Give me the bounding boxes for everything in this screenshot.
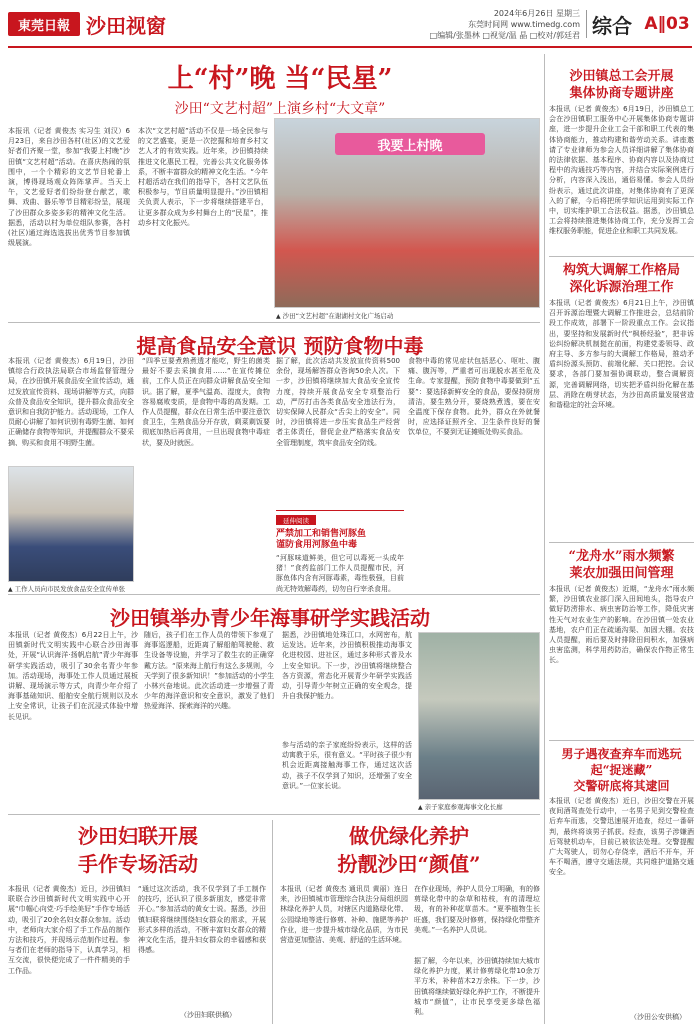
article2-photo [8, 466, 134, 582]
masthead-separator [586, 10, 587, 38]
article1-subtitle: 沙田“文艺村超”上演乡村“大文章” [174, 101, 386, 117]
right-divider-2 [549, 542, 694, 543]
article4-source: （沙田妇联供稿） [180, 1011, 236, 1019]
masthead-rule [8, 46, 692, 48]
article5-col3: 据了解，今年以来，沙田镇持续加大城市绿化养护力度，累计修剪绿化带10余万平方米，补种苗木2万余株。下一步，沙田镇将继续做好绿化养护工作，不断提升城市“颜值”，让市民享受更多绿色福利。 [414, 957, 540, 1017]
sidebar-tag: 延伸阅读 [276, 515, 316, 525]
right-story4-text: 本报讯（记者 黄俊杰）近日，沙田交警在开展夜间酒驾查处行动中，一名男子见到交警检查后弃车而逃，交警迅速展开追查，经过一番研判，最终将该男子抓获。经查，该男子涉嫌酒后驾驶机动车，目前已被依法处理。交警提醒广大驾驶人，切勿心存侥幸，酒后不开车，开车不喝酒，遵守交通法规，共同维护道路交通安全。 [549, 797, 694, 877]
newspaper-logo: 東莞日報 [8, 12, 80, 36]
issue-website: 东莞时间网 www.timedg.com [468, 20, 580, 29]
right-story4-source: （沙田公安供稿） [630, 1013, 686, 1021]
right-story4-title: 男子遇夜查弃车而逃玩起“捉迷藏” 交警研底将其逮回 [561, 747, 682, 793]
article3-col2: 随后，孩子们在工作人员的带领下参观了海事巡逻船，近距离了解船舶驾驶舱、救生设备等设施，并学习了救生衣的正确穿戴方法。“原来海上航行有这么多规则，今天学到了很多新知识！”参加活动的小学生小林兴奋地说。此次活动进一步增强了青少年的海洋意识和安全意识，激发了他们热爱海洋、探索海洋的兴趣。 [144, 631, 274, 711]
stage-banner: 我要上村晚 [335, 133, 485, 155]
article3-photo [418, 632, 540, 800]
article3-title: 沙田镇举办青少年海事研学实践活动 [110, 606, 430, 630]
article5-col1: 本报讯（记者 黄俊杰 通讯员 黄丽）连日来，沙田镇城市管理综合执法分局组织园林绿化养护人员，对辖区内道路绿化带、公园绿地等进行修剪、补种、施肥等养护作业，进一步提升城市绿化品质，为市民营造更加整洁、美观、舒适的生活环境。 [280, 885, 408, 945]
article2-sidebar [276, 510, 404, 593]
right-story1-text: 本报讯（记者 黄俊杰）6月19日，沙田镇总工会在沙田镇职工服务中心开展集体协商专题讲座，进一步提升企业工会干部和职工代表的集体协商能力，推动构建和谐劳动关系。讲座邀请了专业律师为参会人员详细讲解了集体协商的法律依据、基本程序、协商内容以及协商过程中的沟通技巧等内容，并结合实际案例进行分析，内容深入浅出，通俗易懂。参会人员纷纷表示，通过此次讲座，对集体协商有了更深入的了解，今后将把所学知识运用到实际工作中，切实维护职工合法权益。据悉，沙田镇总工会将持续推进集体协商工作，充分发挥工会维权服务职能，促进企业和职工共同发展。 [549, 105, 694, 236]
article3-col1: 本报讯（记者 黄俊杰）6月22日上午，沙田镇新时代文明实践中心联合沙田海事处，开展“认识海洋·扬帆启航”青少年海事研学实践活动，吸引了30余名青少年参加。活动现场，海事处工作人员通过展板讲解、现场演示等方式，向青少年介绍了海事基础知识、船舶安全航行规则以及水上安全常识，让孩子们在沉浸式体验中增长见识。 [8, 631, 138, 721]
article1-photo [274, 118, 540, 308]
right-story1-title: 沙田镇总工会开展 集体协商专题讲座 [569, 69, 674, 101]
article1-col1: 本报讯（记者 黄俊杰 实习生 刘汉）6月23日，来自沙田各村(社区)的文艺爱好者们齐聚一堂，参加“我要上村晚”沙田镇“文艺村超”活动。在喜庆热闹的氛围中，一个个精彩的文艺节目轮番上演，博得现场观众阵阵掌声。当天上午，文艺爱好者们纷纷登台献艺，歌舞、戏曲、器乐等节目精彩纷呈，展现了沙田群众多姿多彩的精神文化生活。据悉，活动以村为单位组队参赛，各村(社区)通过海选选拔出优秀节目参加镇级展演。 [8, 127, 130, 248]
article2-col3: 据了解，此次活动共发放宣传资料500余份，现场解答群众咨询50余人次。下一步，沙田镇将继续加大食品安全宣传力度，持续开展食品安全专项整治行动，严厉打击各类食品安全违法行为，切实保障人民群众“舌尖上的安全”。同时，沙田镇将进一步压实食品生产经营者主体责任，督促企业严格落实食品安全管理制度，筑牢食品安全防线。 [276, 357, 400, 447]
article3-photo-caption: ▲ 亲子家庭参观海事文化长廊 [418, 802, 540, 811]
page-category: 综合 [592, 14, 632, 38]
sidebar-text: “河豚味道鲜美，但它可以毒死一头成年猪！”食药监部门工作人员提醒市民，河豚鱼体内含有河豚毒素，毒性极强，目前尚无特效解毒药，切勿自行宰杀食用。 [276, 554, 404, 593]
issue-info [420, 8, 580, 41]
article2-col1: 本报讯（记者 黄俊杰）6月19日，沙田镇综合行政执法局联合市场监督管理分局，在沙田镇开展食品安全宣传活动，通过发放宣传资料、现场讲解等方式，向群众普及食品安全知识，提升群众食品安全意识和自我防护能力。活动现场，工作人员耐心讲解了如何识别有毒野生菌、如何正确储存食物等知识，并提醒群众不要采摘、购买和食用不明野生菌。 [8, 357, 134, 447]
right-story2-text: 本报讯（记者 黄俊杰）6月21日上午，沙田镇召开诉源治理暨大调解工作推进会，总结前阶段工作成效，部署下一阶段重点工作。会议指出，要坚持和发展新时代“枫桥经验”，把非诉讼纠纷解决机制挺在前面，构建党委领导、政府主导、多方参与的大调解工作格局，推动矛盾纠纷源头预防、前端化解、关口把控。会议要求，各部门要加强协调联动，整合调解资源，完善调解网络，切实把矛盾纠纷化解在基层、消除在萌芽状态，为沙田高质量发展营造和谐稳定的社会环境。 [549, 299, 694, 410]
article1-title: 上“村”晚 当“民星” [167, 64, 393, 94]
right-story3-title: “龙舟水”雨水频繁 莱农加强田间管理 [568, 549, 675, 581]
article5-title: 做优绿化养护 扮靓沙田“颜值” [337, 824, 481, 876]
article1-col2: 本次“文艺村超”活动不仅是一场全民参与的文艺盛宴，更是一次挖掘和培育乡村文艺人才的有效实践。近年来，沙田镇持续推进文化惠民工程，完善公共文化服务体系，不断丰富群众的精神文化生活。“今年村超活动在我们的指导下，各村文艺队伍积极参与，节目质量明显提升。”沙田镇相关负责人表示，下一步将继续搭建平台，让更多群众成为乡村舞台上的“民星”，推动乡村文化振兴。 [138, 127, 268, 227]
article2-col2: “四季豆要煮熟煮透才能吃，野生的菌类最好不要去采摘食用……”在宣传摊位前，工作人员正在向群众讲解食品安全知识。据了解，夏季气温高、湿度大，食物容易腐败变质，是食物中毒的高发期。工作人员提醒，群众在日常生活中要注意饮食卫生，生熟食品分开存放，剩菜剩饭要彻底加热后再食用，一旦出现食物中毒症状，要及时就医。 [142, 357, 270, 447]
right-story3-text: 本报讯（记者 黄俊杰）近期，“龙舟水”雨水频繁，沙田镇农业部门深入田间地头，指导农户做好防涝排水、病虫害防治等工作，降低灾害性天气对农业生产的影响。在沙田镇一处农业基地，农户们正在疏通沟渠、加固大棚。农技人员提醒，雨后要及时排除田间积水，加强病虫害监测，科学用药防治，确保农作物正常生长。 [549, 585, 694, 665]
divider-article3 [8, 814, 540, 815]
divider-article1 [8, 322, 540, 323]
issue-date: 2024年6月26日 星期三 [493, 9, 580, 18]
divider-article2 [8, 594, 540, 595]
article3-col4: 参与活动的亲子家庭纷纷表示，这样的活动寓教于乐，很有意义。“平时孩子很少有机会近距离接触海事工作，通过这次活动，孩子不仅学到了知识，还增强了安全意识。”一位家长说。 [282, 741, 412, 790]
right-column-divider [544, 54, 545, 1024]
right-divider-3 [549, 740, 694, 741]
section-title: 沙田视窗 [86, 14, 166, 38]
sidebar-title: 严禁加工和销售河豚鱼 谨防食用河豚鱼中毒 [276, 529, 367, 550]
article2-title: 提高食品安全意识 预防食物中毒 [136, 334, 424, 358]
article2-photo-caption: ▲ 工作人员向市民发放食品安全宣传单张 [8, 584, 188, 593]
article4-col1: 本报讯（记者 黄俊杰）近日，沙田镇妇联联合沙田镇新时代文明实践中心开展“巾帼心向党·巧手绘美好”手作专场活动，吸引了20余名妇女群众参加。活动中，老师向大家介绍了手工作品的制作方法和技巧，并现场示范制作过程。参与者们在老师的指导下，认真学习，相互交流，很快便完成了一件件精美的手工作品。 [8, 885, 130, 975]
issue-editors: □编辑/张墨林 □视觉/温 晶 □校对/郭廷君 [429, 31, 580, 40]
right-story2-title: 构筑大调解工作格局 深化诉源治理工作 [562, 263, 680, 295]
divider-article4 [272, 820, 273, 1024]
page-number: A‖03 [644, 14, 690, 34]
right-divider-1 [549, 256, 694, 257]
article5-col2: 在作业现场，养护人员分工明确，有的修剪绿化带中的杂草和枯枝，有的清理垃圾，有的补种花草苗木。“夏季植物生长旺盛，我们要及时修剪，保持绿化带整齐美观。”一名养护人员说。 [414, 885, 540, 934]
article1-photo-caption: ▲ 沙田“文艺村超”在谢湖村文化广场启动 [276, 311, 542, 320]
article4-col2: “通过这次活动，我不仅学到了手工制作的技巧，还认识了很多新朋友，感觉非常开心。”参加活动的黄女士说。据悉，沙田镇妇联将继续围绕妇女群众的需求，开展形式多样的活动，不断丰富妇女群众的精神文化生活，提升妇女群众的幸福感和获得感。 [138, 885, 266, 955]
article2-col4: 食物中毒的常见症状包括恶心、呕吐、腹痛、腹泻等，严重者可出现脱水甚至危及生命。专家提醒，预防食物中毒要做到“五要”：要选择新鲜安全的食品，要保持厨房清洁，要生熟分开，要烧熟煮透，要在安全温度下保存食物。此外，群众在外就餐时，应选择证照齐全、卫生条件良好的餐饮单位，不要到无证摊贩处购买食品。 [408, 357, 540, 437]
masthead [0, 0, 700, 48]
article4-title: 沙田妇联开展 手作专场活动 [78, 824, 198, 876]
article3-col3: 据悉，沙田镇地处珠江口，水网密布，航运发达。近年来，沙田镇积极推动海事文化进校园、进社区，通过多种形式普及水上安全知识。下一步，沙田镇将继续整合各方资源，常态化开展青少年研学实践活动，引导青少年树立正确的安全观念，提升自我保护能力。 [282, 631, 412, 701]
